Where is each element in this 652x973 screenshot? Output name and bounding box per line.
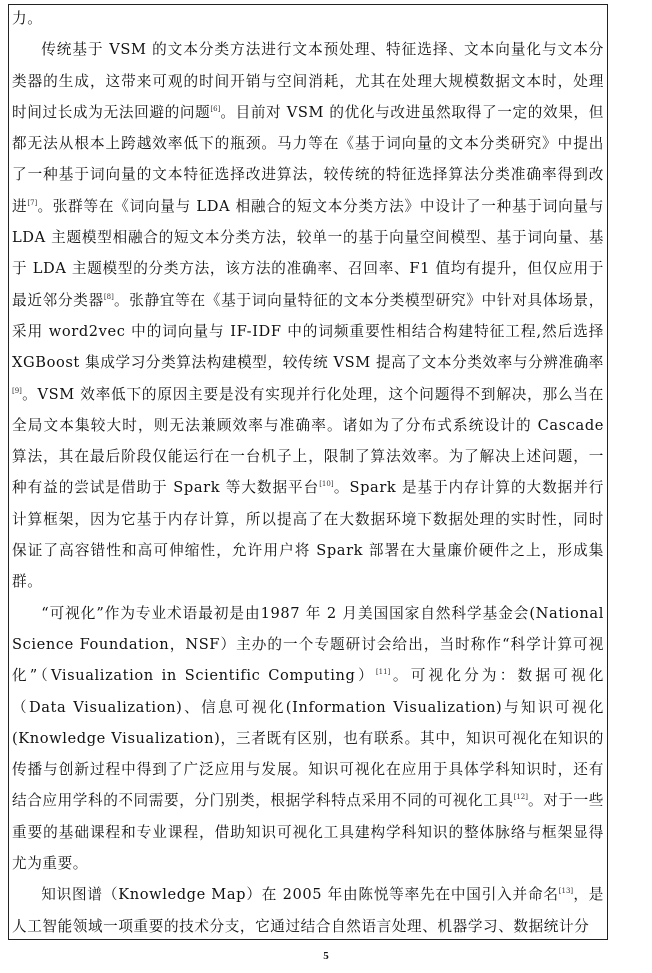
text-run: 传统基于 VSM 的文本分类方法进行文本预处理、特征选择、文本向量化与文本分类器的生成，这带来可观的时间开销与空间消耗，尤其在处理大规模数据文本时，处理时间过长成为无法回避的问题 [12, 41, 604, 121]
text-run: 知识图谱（Knowledge Map）在 2005 年由陈悦等率先在中国引入并命名 [41, 886, 559, 904]
text-run: 。Spark 是基于内存计算的大数据并行计算框架，因为它基于内存计算，所以提高了在大数据环境下数据处理的实时性，同时保证了高容错性和高可伸缩性，允许用户将 Spark 部署在大量廉价硬件之上，形成集群。 [12, 479, 604, 591]
text-run: ，是人工智能领域一项重要的技术分支，它通过结合自然语言处理、机器学习、数据统计分 [12, 886, 604, 935]
citation-ref: [6] [210, 104, 221, 113]
paragraph-1 [12, 34, 604, 597]
text-run: 力。 [12, 10, 43, 27]
text-run: “可视化”作为专业术语最初是由1987 年 2 月美国国家自然科学基金会(National Science Foundation，NSF）主办的一个专题研讨会给出，当时称作“科学计算可视化”（Visualization in Scientific Computing） [12, 604, 604, 685]
citation-ref: [12] [513, 793, 528, 802]
citation-ref: [7] [27, 198, 38, 207]
citation-ref: [13] [558, 887, 574, 896]
paragraph-2 [12, 598, 604, 880]
citation-ref: [10] [319, 480, 334, 489]
body-text [12, 4, 604, 940]
text-run: 。VSM 效率低下的原因主要是没有实现并行化处理，这个问题得不到解决，那么当在全局文本集较大时，则无法兼顾效率与准确率。诸如为了分布式系统设计的 Cascade 算法，其在最后阶段仅能运行在一台机子上，限制了算法效率。为了解决上述问题，一种有益的尝试是借助于 Spark 等大数据平台 [12, 385, 604, 497]
citation-ref: [11] [375, 668, 391, 677]
text-run: 。张静宜等在《基于词向量特征的文本分类模型研究》中针对具体场景，采用 word2vec 中的词向量与 IF-IDF 中的词频重要性相结合构建特征工程,然后选择 XGBoost 集成学习分类算法构建模型，较传统 VSM 提高了文本分类效率与分辨准确率 [12, 291, 604, 372]
page-frame [8, 4, 608, 940]
paragraph-3 [12, 879, 604, 940]
citation-ref: [8] [103, 292, 114, 301]
text-run: 。目前对 VSM 的优化与改进虽然取得了一定的效果，但都无法从根本上跨越效率低下的瓶颈。马力等在《基于词向量的文本分类研究》中提出了一种基于词向量的文本特征选择改进算法，较传统的特征选择算法分类准确率得到改进 [12, 103, 604, 215]
text-run: 。对于一些重要的基础课程和专业课程，借助知识可视化工具建构学科知识的整体脉络与框架显得尤为重要。 [12, 792, 604, 873]
citation-ref: [9] [12, 386, 22, 395]
page-number: 5 [323, 950, 329, 962]
paragraph-0 [12, 4, 604, 34]
text-run: 。可视化分为：数据可视化（Data Visualization)、信息可视化(Information Visualization)与知识可视化(Knowledge Visualization)，三者既有区别，也有联系。其中，知识可视化在知识的传播与创新过程中得到了广泛应用与发展。知识可视化在应用于具体学科知识时，还有结合应用学科的不同需要，分门别类，根据学科特点采用不同的可视化工具 [12, 667, 604, 810]
text-run: 。张群等在《词向量与 LDA 相融合的短文本分类方法》中设计了一种基于词向量与 LDA 主题模型相融合的短文本分类方法，较单一的基于向量空间模型、基于词向量、基于 LDA 主题模型的分类方法，该方法的准确率、召回率、F1 值均有提升，但仅应用于最近邻分类器 [12, 197, 604, 309]
